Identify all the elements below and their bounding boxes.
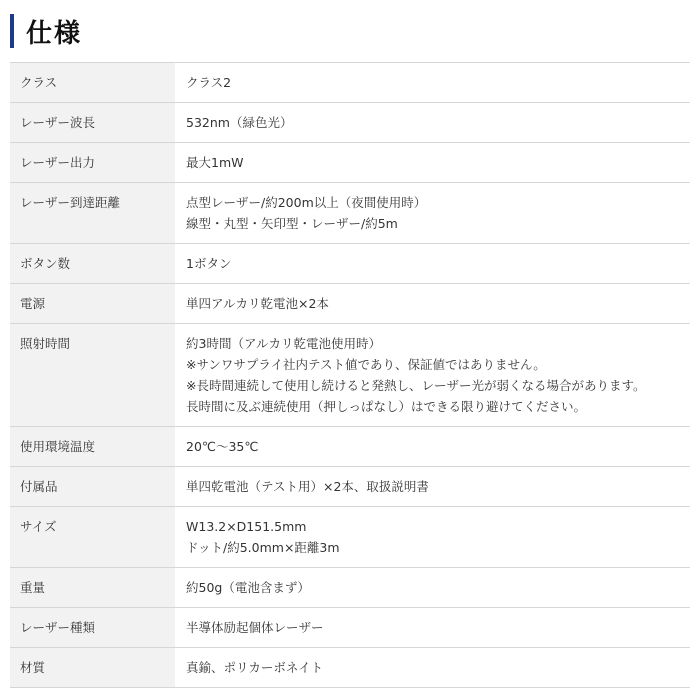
spec-label: 材質 [20,660,46,675]
spec-value-cell [175,284,690,324]
spec-label: 重量 [20,580,46,595]
spec-value-cell [175,507,690,568]
spec-value-line: 約50g（電池含まず） [186,580,310,595]
spec-row [10,284,690,324]
spec-value-line: 半導体励起個体レーザー [186,620,324,635]
spec-value-line: クラス2 [186,75,232,90]
spec-value-line: 最大1mW [186,155,244,170]
spec-value-cell [175,324,690,427]
spec-value-line: 線型・丸型・矢印型・レーザー/約5m [186,216,398,231]
spec-label-cell [10,103,175,143]
spec-value-line: ※長時間連続して使用し続けると発熱し、レーザー光が弱くなる場合があります。 [186,378,646,393]
spec-row [10,63,690,103]
page-title: 仕様 [26,18,83,49]
spec-value-line: 20℃～35℃ [186,439,259,454]
spec-value-cell [175,568,690,608]
spec-table-body [10,63,690,688]
spec-label: レーザー種類 [20,620,96,635]
spec-row [10,183,690,244]
section-header [10,13,82,49]
spec-value-cell [175,648,690,688]
spec-value-line: W13.2×D151.5mm [186,519,307,534]
spec-value-line: 532nm（緑色光） [186,115,293,130]
spec-label: ボタン数 [20,256,71,271]
spec-value-cell [175,427,690,467]
spec-value-line: 真鍮、ポリカーボネイト [186,660,324,675]
spec-label: レーザー波長 [20,115,96,130]
spec-value-line: ※サンワサプライ社内テスト値であり、保証値ではありません。 [186,357,546,372]
spec-value-line: 長時間に及ぶ連続使用（押しっぱなし）はできる限り避けてください。 [186,399,587,414]
spec-label: 使用環境温度 [20,439,96,454]
spec-value-line: ドット/約5.0mm×距離3m [186,540,340,555]
spec-label: レーザー到達距離 [20,195,121,210]
spec-label: 付属品 [20,479,58,494]
spec-label-cell [10,507,175,568]
spec-row [10,143,690,183]
spec-label-cell [10,608,175,648]
spec-row [10,103,690,143]
spec-value-line: 単四乾電池（テスト用）×2本、取扱説明書 [186,479,429,494]
spec-value-cell [175,183,690,244]
spec-row [10,507,690,568]
spec-row [10,427,690,467]
spec-label: 電源 [20,296,46,311]
spec-value-cell [175,467,690,507]
spec-row [10,467,690,507]
spec-label-cell [10,284,175,324]
spec-label-cell [10,324,175,427]
spec-value-cell [175,608,690,648]
spec-label: サイズ [20,519,57,534]
spec-table [10,62,690,688]
spec-value-cell [175,244,690,284]
spec-value-cell [175,103,690,143]
spec-label-cell [10,143,175,183]
spec-label: レーザー出力 [20,155,96,170]
spec-label: クラス [20,75,58,90]
spec-row [10,324,690,427]
spec-row [10,568,690,608]
spec-row [10,244,690,284]
spec-label-cell [10,427,175,467]
spec-label-cell [10,648,175,688]
spec-value-line: 単四アルカリ乾電池×2本 [186,296,329,311]
spec-label-cell [10,568,175,608]
header-accent-bar [10,14,14,48]
spec-value-line: 約3時間（アルカリ乾電池使用時） [186,336,381,351]
spec-value-line: 点型レーザー/約200m以上（夜間使用時） [186,195,427,210]
spec-row [10,648,690,688]
spec-row [10,608,690,648]
spec-value-cell [175,143,690,183]
spec-label: 照射時間 [20,336,71,351]
spec-value-line: 1ボタン [186,256,232,271]
spec-label-cell [10,183,175,244]
spec-value-cell [175,63,690,103]
spec-label-cell [10,63,175,103]
spec-label-cell [10,244,175,284]
spec-label-cell [10,467,175,507]
